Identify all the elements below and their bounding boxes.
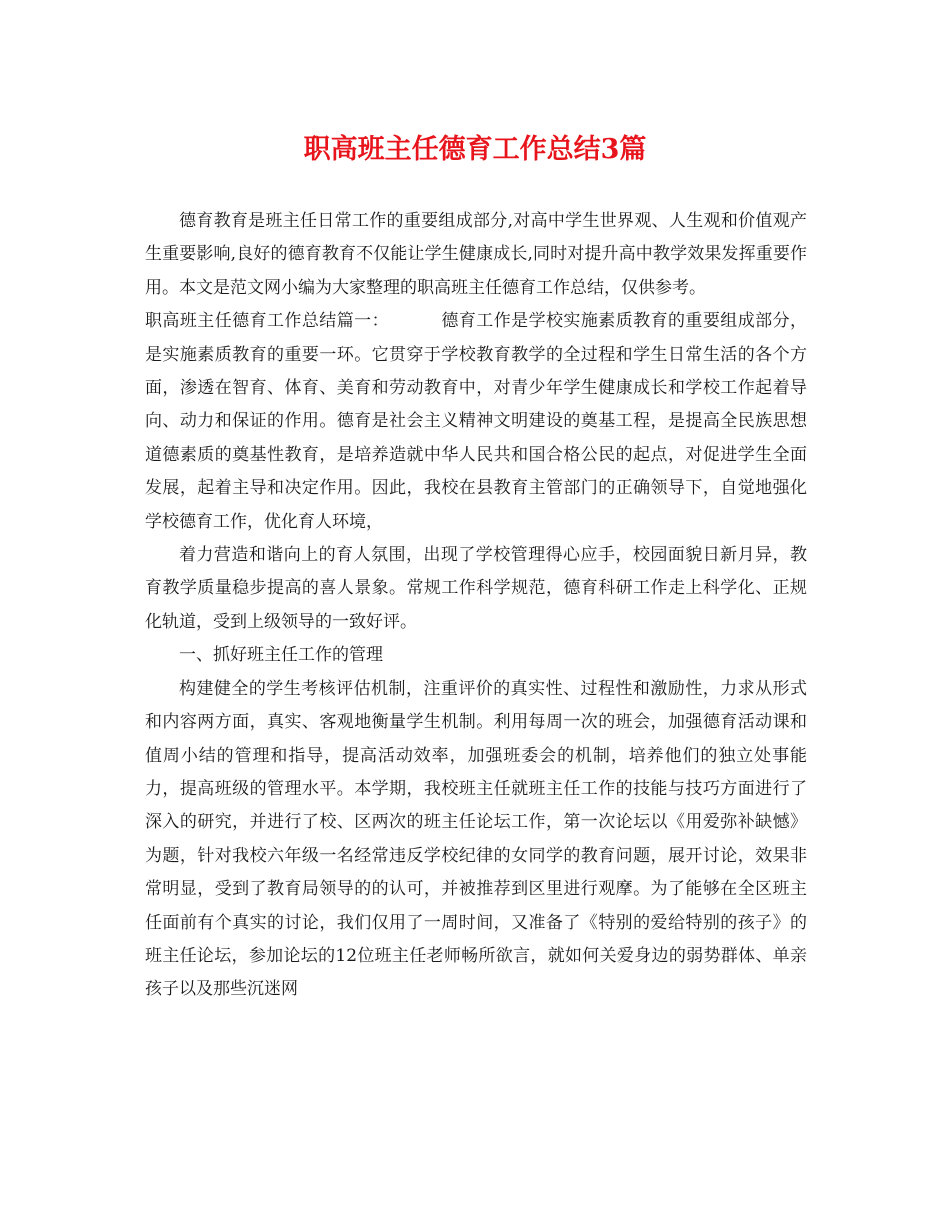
document-title: 职高班主任德育工作总结3篇 — [303, 134, 647, 165]
section-one-text: 德育工作是学校实施素质教育的重要组成部分，是实施素质教育的重要一环。它贯穿于学校教育教学的全过程和学生日常生活的各个方面，渗透在智育、体育、美育和劳动教育中，对青少年学生健康成长和学校工作起着导向、动力和保证的作用。德育是社会主义精神文明建设的奠基工程，是提高全民族思想道德素质的奠基性教育，是培养造就中华人民共和国合格公民的起点，对促进学生全面发展，起着主导和决定作用。因此，我校在县教育主管部门的正确领导下，自觉地强化学校德育工作，优化育人环境， — [145, 311, 807, 532]
section-one-paragraph-three: 构建健全的学生考核评估机制，注重评价的真实性、过程性和激励性，力求从形式和内容两方面，真实、客观地衡量学生机制。利用每周一次的班会，加强德育活动课和值周小结的管理和指导，提高活动效率，加强班委会的机制，培养他们的独立处事能力，提高班级的管理水平。本学期，我校班主任就班主任工作的技能与技巧方面进行了深入的研究，并进行了校、区两次的班主任论坛工作，第一次论坛以《用爱弥补缺憾》为题，针对我校六年级一名经常违反学校纪律的女同学的教育问题，展开讨论，效果非常明显，受到了教育局领导的的认可，并被推荐到区里进行观摩。为了能够在全区班主任面前有个真实的讨论，我们仅用了一周时间，又准备了《特别的爱给特别的孩子》的班主任论坛，参加论坛的12位班主任老师畅所欲言，就如何关爱身边的弱势群体、单亲孩子以及那些沉迷网 — [145, 678, 807, 1000]
section-one-paragraph-two: 着力营造和谐向上的育人氛围，出现了学校管理得心应手，校园面貌日新月异，教育教学质量稳步提高的喜人景象。常规工作科学规范，德育科研工作走上科学化、正规化轨道，受到上级领导的一致好评。 — [145, 545, 807, 632]
document-body — [145, 205, 807, 1007]
section-one-heading: 职高班主任德育工作总结篇一： — [145, 311, 389, 332]
intro-paragraph: 德育教育是班主任日常工作的重要组成部分,对高中学生世界观、人生观和价值观产生重要影响,良好的德育教育不仅能让学生健康成长,同时对提升高中教学效果发挥重要作用。本文是范文网小编为大家整理的职高班主任德育工作总结，仅供参考。 — [145, 211, 807, 298]
section-one-paragraph — [145, 305, 807, 539]
subheading-class-management: 一、抓好班主任工作的管理 — [179, 645, 383, 666]
